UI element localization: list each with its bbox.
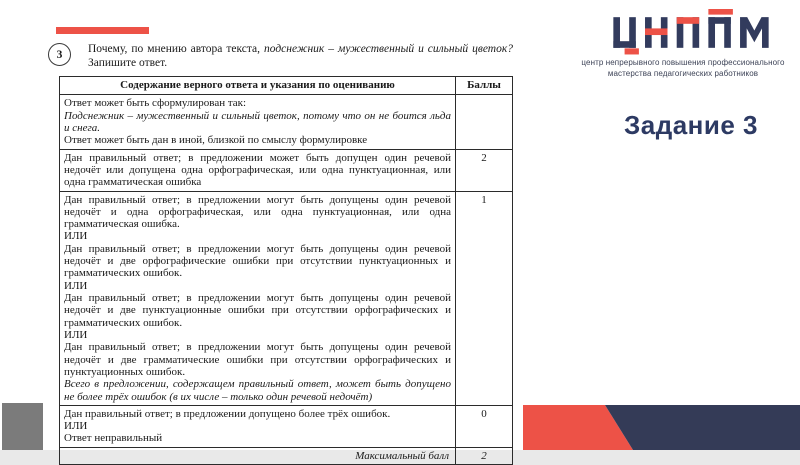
criteria-line: Дан правильный ответ; в предложении могут быть допущены один речевой недочёт и две пунктуационные ошибки при отсутствии орфографических и грамматических ошибок. <box>64 292 451 329</box>
table-row <box>60 95 513 149</box>
criteria-line: ИЛИ <box>64 328 88 341</box>
criteria-line: Ответ может быть сформулирован так: <box>64 97 247 110</box>
question-line1-italic: подснежник – мужественный и сильный цветок? <box>263 43 513 55</box>
question-number: 3 <box>56 48 63 61</box>
criteria-line: Дан правильный ответ; в предложении могут быть допущены один речевой недочёт и одна орфографическая, или одна пунктуационная, или одна грамматическая ошибка. <box>64 193 451 231</box>
table-row <box>60 405 513 447</box>
question-number-badge <box>48 43 71 66</box>
logo-tagline <box>572 58 794 80</box>
table-footer-row <box>60 447 513 464</box>
bottom-left-gray-decor <box>2 403 43 450</box>
criteria-line: ИЛИ <box>64 279 88 292</box>
table-header-row <box>60 77 513 95</box>
criteria-cell <box>60 149 456 191</box>
score-cell: 2 <box>456 149 513 191</box>
cnppm-logo <box>612 9 770 56</box>
criteria-line: Дан правильный ответ; в предложении могут быть допущены один речевой недочёт и две грамматические ошибки при отсутствии орфографических и пунктуационных ошибок. <box>64 341 451 378</box>
question-line2: Запишите ответ. <box>88 57 168 70</box>
criteria-line: Ответ может быть дан в иной, близкой по смыслу формулировке <box>64 134 368 147</box>
criteria-line: Дан правильный ответ; в предложении может быть допущен один речевой недочёт или допущена одна орфографическая, или одна пунктуационная, или одна грамматическая ошибка <box>64 151 451 189</box>
criteria-line: Подснежник – мужественный и сильный цветок, потому что он не боится льда и снега. <box>64 109 451 134</box>
question-line1: Почему, по мнению автора текста, подснежник – мужественный и сильный цветок? <box>88 43 513 55</box>
criteria-cell <box>60 405 456 447</box>
header-content: Содержание верного ответа и указания по оцениванию <box>60 77 456 95</box>
question-text <box>88 42 513 71</box>
table-row <box>60 191 513 405</box>
header-score: Баллы <box>456 77 513 95</box>
score-cell <box>456 95 513 149</box>
task-heading: Задание 3 <box>623 110 759 140</box>
footer-label: Максимальный балл <box>60 447 456 464</box>
criteria-line: Дан правильный ответ; в предложении могут быть допущены один речевой недочёт и две орфографические ошибки при отсутствии пунктуационных и грамматических ошибок. <box>64 242 451 280</box>
logo-tagline-line2: мастерства педагогических работников <box>607 68 759 78</box>
criteria-line: Дан правильный ответ; в предложении допущено более трёх ошибок. <box>64 407 391 420</box>
criteria-line: ИЛИ <box>64 420 88 433</box>
table-row <box>60 149 513 191</box>
criteria-line: Ответ неправильный <box>64 432 163 445</box>
footer-score: 2 <box>456 447 513 464</box>
criteria-line: Всего в предложении, содержащем правильный ответ, может быть допущено не более трёх ошибок (в их числе – только один речевой недочёт) <box>64 378 451 403</box>
criteria-line: ИЛИ <box>64 230 88 243</box>
criteria-cell <box>60 95 456 149</box>
score-cell: 0 <box>456 405 513 447</box>
logo-tagline-line1: центр непрерывного повышения профессионального <box>581 58 785 67</box>
score-cell: 1 <box>456 191 513 405</box>
criteria-cell <box>60 191 456 405</box>
scoring-table <box>59 76 513 465</box>
top-red-bar-decor <box>56 27 149 34</box>
bottom-right-corner-decor <box>520 403 800 450</box>
